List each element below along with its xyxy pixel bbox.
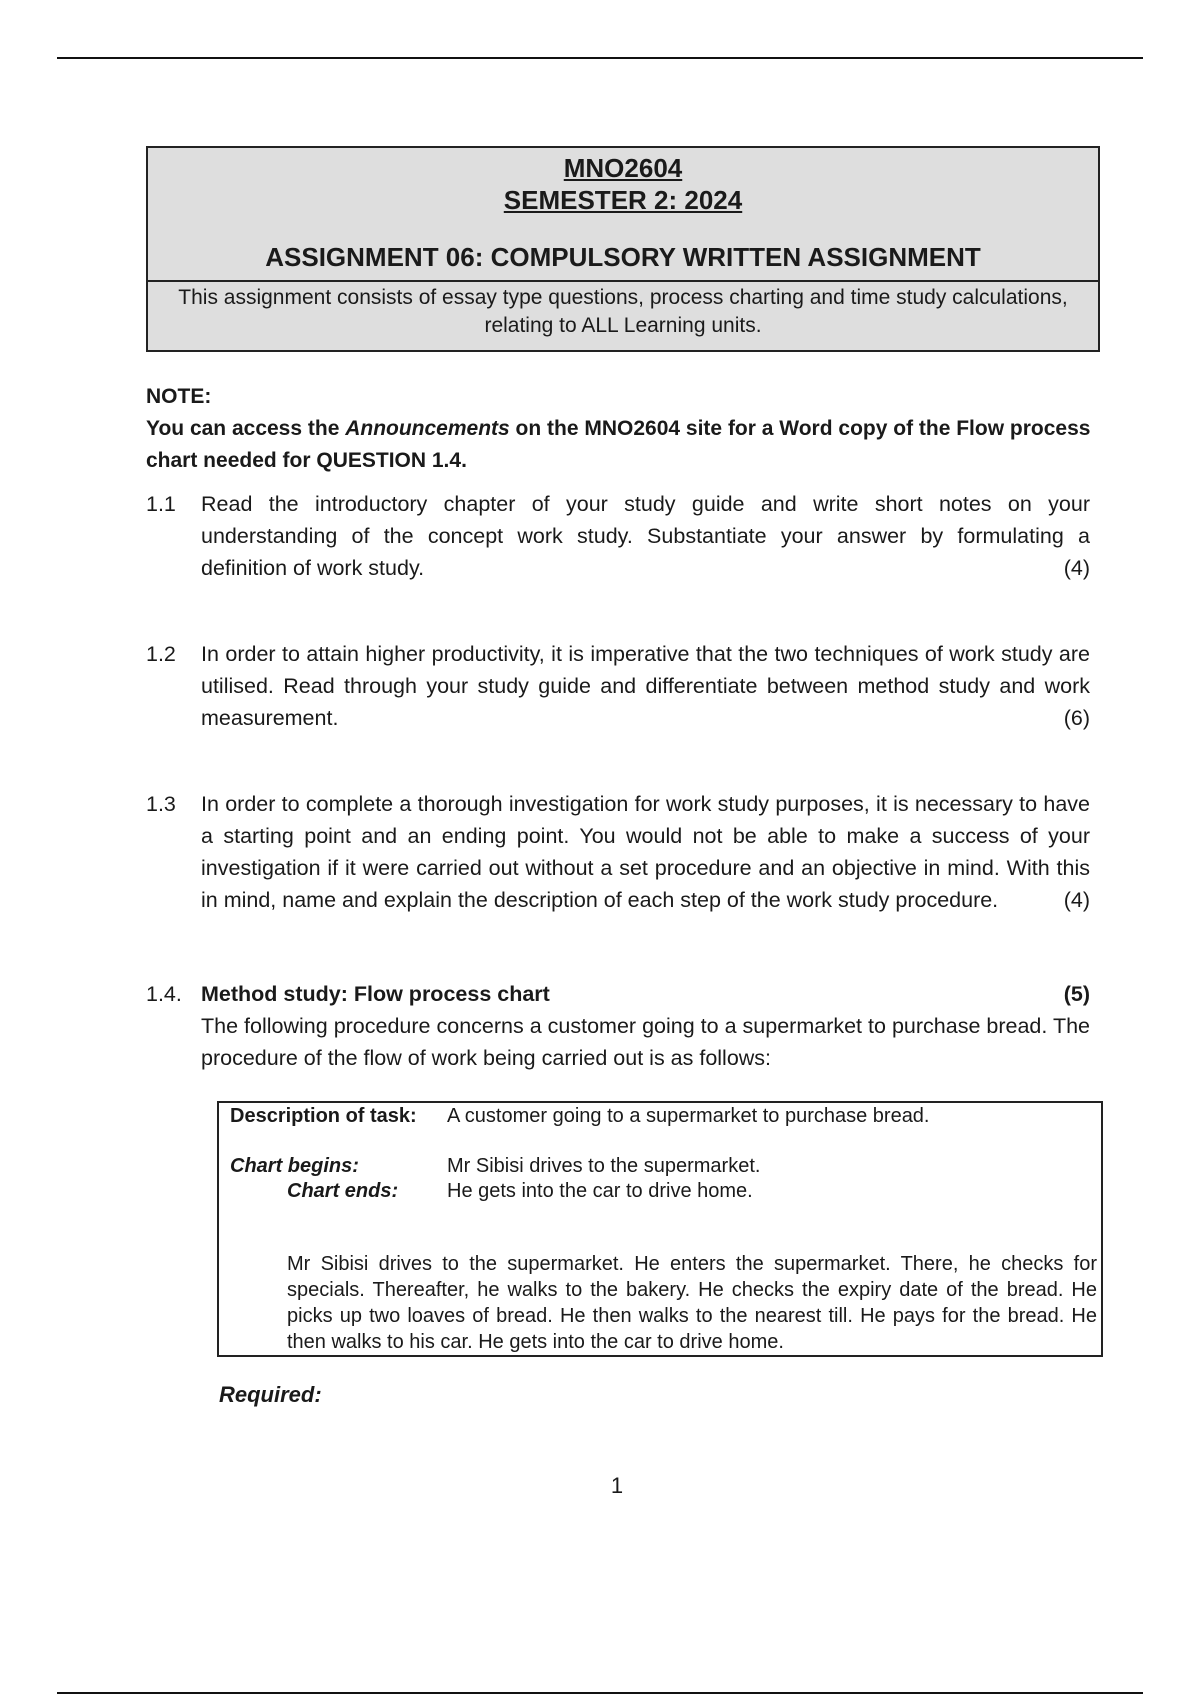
chart-begins-value: Mr Sibisi drives to the supermarket. <box>447 1155 761 1177</box>
note-text <box>146 413 1096 477</box>
announcements-emphasis: Announcements <box>345 417 510 440</box>
question-number: 1.2 <box>146 642 176 666</box>
note-block <box>146 381 1096 477</box>
assignment-description: This assignment consists of essay type questions, process charting and time study calculations, relating to ALL Learning units. <box>178 286 1068 337</box>
task-description-box <box>217 1101 1103 1357</box>
question-number: 1.1 <box>146 492 176 516</box>
question-number: 1.4. <box>146 982 182 1006</box>
question-marks: (4) <box>1063 888 1090 912</box>
question-number: 1.3 <box>146 792 176 816</box>
description-label: Description of task: <box>230 1105 417 1127</box>
question-heading: Method study: Flow process chart <box>201 982 550 1006</box>
procedure-paragraph: Mr Sibisi drives to the supermarket. He enters the supermarket. There, he checks for specials. Thereafter, he walks to the bakery. He checks the expiry date of the bread. He picks up two loaves of bread. He then walks to the nearest till. He pays for the bread. He then walks to his car. He gets into the car to drive home. <box>287 1253 1097 1353</box>
note-text-after: on the MNO2604 site for a Word copy of the Flow process chart needed for QUESTION 1.4. <box>146 417 1091 472</box>
chart-ends-label: Chart ends: <box>287 1180 399 1202</box>
semester-label: SEMESTER 2: 2024 <box>503 185 743 215</box>
question-1-4 <box>146 978 1090 1074</box>
question-text: The following procedure concerns a customer going to a supermarket to purchase bread. The procedure of the flow of work being carried out is as follows: <box>201 1014 1090 1070</box>
question-text: Read the introductory chapter of your study guide and write short notes on your understanding of the concept work study. Substantiate your answer by formulating a definition of work study. <box>201 492 1090 580</box>
page-number: 1 <box>610 1473 624 1498</box>
note-label: NOTE: <box>146 385 212 408</box>
note-text-before: You can access the <box>146 417 346 440</box>
description-value: A customer going to a supermarket to purchase bread. <box>447 1105 930 1127</box>
question-1-3 <box>146 788 1090 916</box>
header-title-section <box>148 148 1098 282</box>
assignment-title: ASSIGNMENT 06: COMPULSORY WRITTEN ASSIGNMENT <box>265 242 981 272</box>
top-rule <box>57 57 1143 59</box>
question-marks: (4) <box>1063 556 1090 580</box>
question-1-1 <box>146 488 1090 584</box>
question-1-2 <box>146 638 1090 734</box>
question-marks: (5) <box>1063 982 1090 1006</box>
question-text: In order to complete a thorough investigation for work study purposes, it is necessary to have a starting point and an ending point. You would not be able to make a success of your investigation if it were carried out without a set procedure and an objective in mind. With this in mind, name and explain the description of each step of the work study procedure. <box>201 792 1090 912</box>
question-marks: (6) <box>1063 706 1090 730</box>
question-text: In order to attain higher productivity, it is imperative that the two techniques of work study are utilised. Read through your study guide and differentiate between method study and work measurement. <box>201 642 1090 730</box>
chart-begins-label: Chart begins: <box>230 1155 359 1177</box>
course-code: MNO2604 <box>563 153 683 183</box>
required-label: Required: <box>219 1382 322 1407</box>
bottom-rule <box>57 1692 1143 1694</box>
chart-ends-value: He gets into the car to drive home. <box>447 1180 753 1202</box>
assignment-header-box <box>146 146 1100 352</box>
